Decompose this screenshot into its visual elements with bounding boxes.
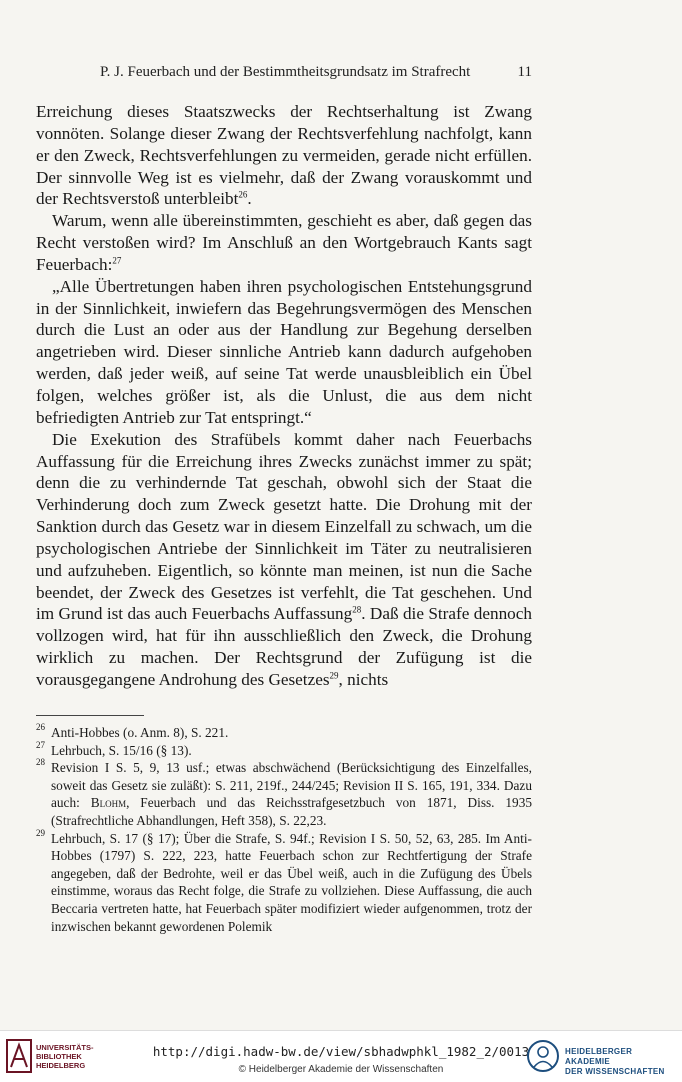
page-number: 11: [517, 64, 532, 80]
footnote-ref: 28: [352, 604, 362, 615]
paragraph: Die Exekution des Strafübels kommt daher nach Feuerbachs Auffassung für die Erreichung ihres Zwecks zunächst immer zu spät; denn die zu verhindernde Tat geschah, obwohl sich der Staat die Verhinderung doch zum Zweck gesetzt hatte. Die Drohung mit der Sanktion durch das Gesetz war in diesem Einzelfall zu schwach, um die psychologischen Antriebe der Sinnlichkeit im Täter zu neutralisieren und aufzuheben. Eigentlich, so könnte man meinen, ist nun die Sache beendet, der Zweck des Gesetzes ist verfehlt, die Tat geschehen. Und im Grund ist das auch Feuerbachs Auffassung$^{28}$. Daß die Strafe dennoch vollzogen wird, hat für ihn ausschließlich den Zweck, die Drohung wirklich zu machen. Der Rechtsgrund der Zufügung ist die vorausgegangene Androhung des Gesetzes$^{29}$, nichts: [36, 429, 532, 689]
footnote: 29 Lehrbuch, S. 17 (§ 17); Über die Strafe, S. 94f.; Revision I S. 50, 52, 63, 285. Im Anti-Hobbes (1797) S. 222, 223, hatte Feuerbach schon zur Rechtfertigung der Strafe angegeben, daß der Bedrohte, weil er das Übel weiß, auch in die Zufügung des Übels einstimme, woraus das Recht folge, die Strafe zu vollziehen. Diese Auffassung, die auch Beccaria vertreten hatte, hat Feuerbach später modifiziert wieder aufgenommen, trotz der inzwischen bekannt gewordenen Polemik: [36, 830, 532, 936]
footnote: 27 Lehrbuch, S. 15/16 (§ 13).: [36, 742, 532, 760]
running-title: P. J. Feuerbach und der Bestimmtheitsgrundsatz im Strafrecht: [100, 64, 471, 80]
viewer-footer: [0, 1030, 682, 1082]
permalink-url[interactable]: http://digi.hadw-bw.de/view/sbhadwphkl_1982_2/0013: [152, 1044, 530, 1059]
footnote-number: 26: [36, 722, 45, 732]
footnote-number: 28: [36, 757, 45, 768]
footnotes: [36, 724, 532, 935]
footnote-rule: [36, 715, 144, 716]
body-text: [36, 101, 532, 691]
paragraph: Warum, wenn alle übereinstimmten, geschieht es aber, daß gegen das Recht verstoßen wird? Im Anschluß an den Wortgebrauch Kants sagt Feuerbach:$^{27}$: [36, 211, 532, 274]
academy-logo[interactable]: HEIDELBERGER AKADEMIE DER WISSENSCHAFTEN: [527, 1038, 677, 1076]
copyright-notice: © Heidelberger Akademie der Wissenschaften: [238, 1064, 444, 1075]
footnote: 26 Anti-Hobbes (o. Anm. 8), S. 221.: [36, 724, 532, 742]
footnote-number: 29: [36, 827, 45, 838]
university-library-logo[interactable]: UNIVERSITÄTS- BIBLIOTHEK HEIDELBERG: [6, 1039, 146, 1075]
footnote-number: 27: [36, 739, 45, 750]
footnote-ref: 26: [238, 189, 248, 200]
quotation: „Alle Übertretungen haben ihren psychologischen Entstehungsgrund in der Sinnlichkeit, inwiefern das Begehrungsvermögen des Menschen durch die Lust an oder aus der Handlung zur Begehung derselben angetrieben wird. Dieser sinnliche Antrieb kann dadurch aufgehoben werden, daß jeder weiß, auf seine Tat werde unausbleiblich ein Übel folgen, welches größer ist, als die Unlust, die aus dem nicht befriedigten Antrieb zur Tat entspringt.“: [36, 276, 532, 427]
footnote-ref: 29: [329, 670, 339, 681]
paragraph: Erreichung dieses Staatszwecks der Rechtserhaltung ist Zwang vonnöten. Solange dieser Zwang der Rechtsverfehlung nachfolgt, kann er den Zweck, Rechtsverfehlungen zu vermeiden, gerade nicht erfüllen. Der sinnvolle Weg ist es vielmehr, daß der Zwang vorauskommt und der Rechtsverstoß unterbleibt$^{26}$.: [36, 102, 532, 209]
academy-emblem-icon: [527, 1038, 559, 1074]
footnote: 28 Revision I S. 5, 9, 13 usf.; etwas abschwächend (Berücksichtigung des Einzelfalles, soweit das Gesetz sie zuläßt): S. 211, 219f., 244/245; Revision II S. 165, 191, 334. Dazu auch: Blohm, Feuerbach und das Reichsstrafgesetzbuch von 1871, Diss. 1935 (Strafrechtliche Abhandlungen, Heft 358), S. 22,23.: [36, 759, 532, 829]
author-name: Blohm: [90, 795, 127, 811]
footnote-ref: 27: [112, 255, 122, 266]
